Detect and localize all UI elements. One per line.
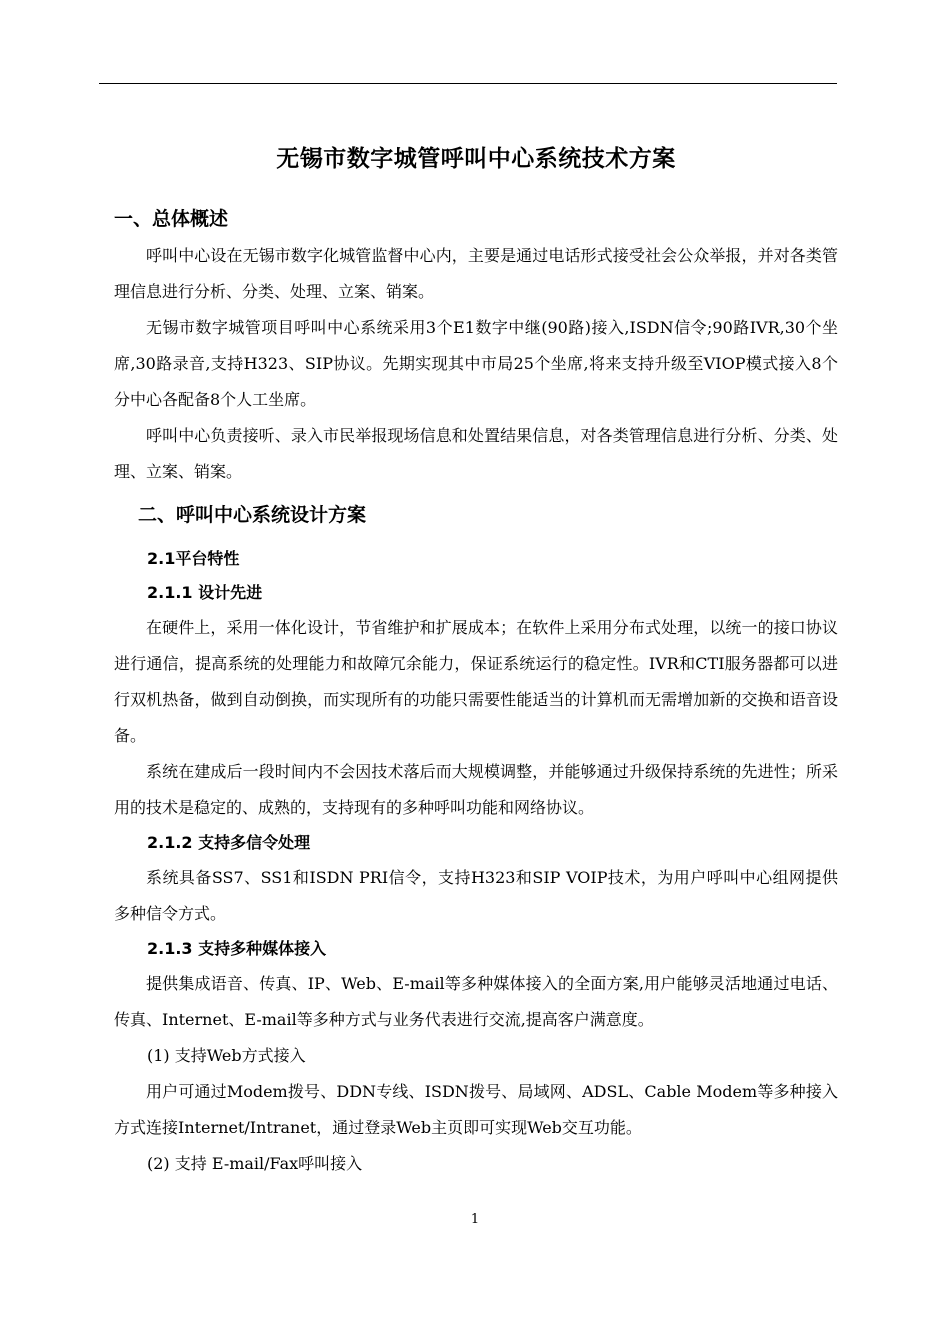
document-title: 无锡市数字城管呼叫中心系统技术方案 [276, 146, 676, 172]
subsection-heading-platform: 2.1平台特性 [147, 549, 240, 568]
paragraph: 呼叫中心设在无锡市数字化城管监督中心内，主要是通过电话形式接受社会公众举报，并对各类管理信息进行分析、分类、处理、立案、销案。 [114, 246, 838, 301]
subsection-heading-advanced-design: 2.1.1 设计先进 [147, 583, 263, 602]
subsection-heading-multimedia: 2.1.3 支持多种媒体接入 [147, 939, 327, 958]
paragraph: 系统具备SS7、SS1和ISDN PRI信令，支持H323和SIP VOIP技术，为用户呼叫中心组网提供多种信令方式。 [114, 868, 838, 923]
section-heading-overview: 一、总体概述 [114, 208, 229, 230]
header-rule [99, 83, 837, 84]
section-heading-design: 二、呼叫中心系统设计方案 [138, 504, 367, 526]
document-body [114, 142, 838, 1182]
paragraph: 呼叫中心负责接听、录入市民举报现场信息和处置结果信息，对各类管理信息进行分析、分类、处理、立案、销案。 [114, 426, 838, 481]
list-item-web-access: (1) 支持Web方式接入 [147, 1046, 306, 1065]
list-item-email-fax: (2) 支持 E-mail/Fax呼叫接入 [147, 1154, 363, 1173]
paragraph: 在硬件上，采用一体化设计，节省维护和扩展成本；在软件上采用分布式处理，以统一的接口协议进行通信，提高系统的处理能力和故障冗余能力，保证系统运行的稳定性。IVR和CTI服务器都可以进行双机热备，做到自动倒换，而实现所有的功能只需要性能适当的计算机而无需增加新的交换和语音设备。 [114, 618, 838, 745]
paragraph: 无锡市数字城管项目呼叫中心系统采用3个E1数字中继(90路)接入,ISDN信令;90路IVR,30个坐席,30路录音,支持H323、SIP协议。先期实现其中市局25个坐席,将来支持升级至VIOP模式接入8个分中心各配备8个人工坐席。 [114, 318, 838, 409]
page-number: 1 [470, 1212, 480, 1227]
paragraph: 用户可通过Modem拨号、DDN专线、ISDN拨号、局域网、ADSL、Cable Modem等多种接入方式连接Internet/Intranet，通过登录Web主页即可实现Web交互功能。 [114, 1082, 838, 1137]
paragraph: 提供集成语音、传真、IP、Web、E-mail等多种媒体接入的全面方案,用户能够灵活地通过电话、传真、Internet、E-mail等多种方式与业务代表进行交流,提高客户满意度。 [114, 974, 838, 1029]
subsection-heading-signaling: 2.1.2 支持多信令处理 [147, 833, 311, 852]
paragraph: 系统在建成后一段时间内不会因技术落后而大规模调整，并能够通过升级保持系统的先进性；所采用的技术是稳定的、成熟的，支持现有的多种呼叫功能和网络协议。 [114, 762, 838, 817]
